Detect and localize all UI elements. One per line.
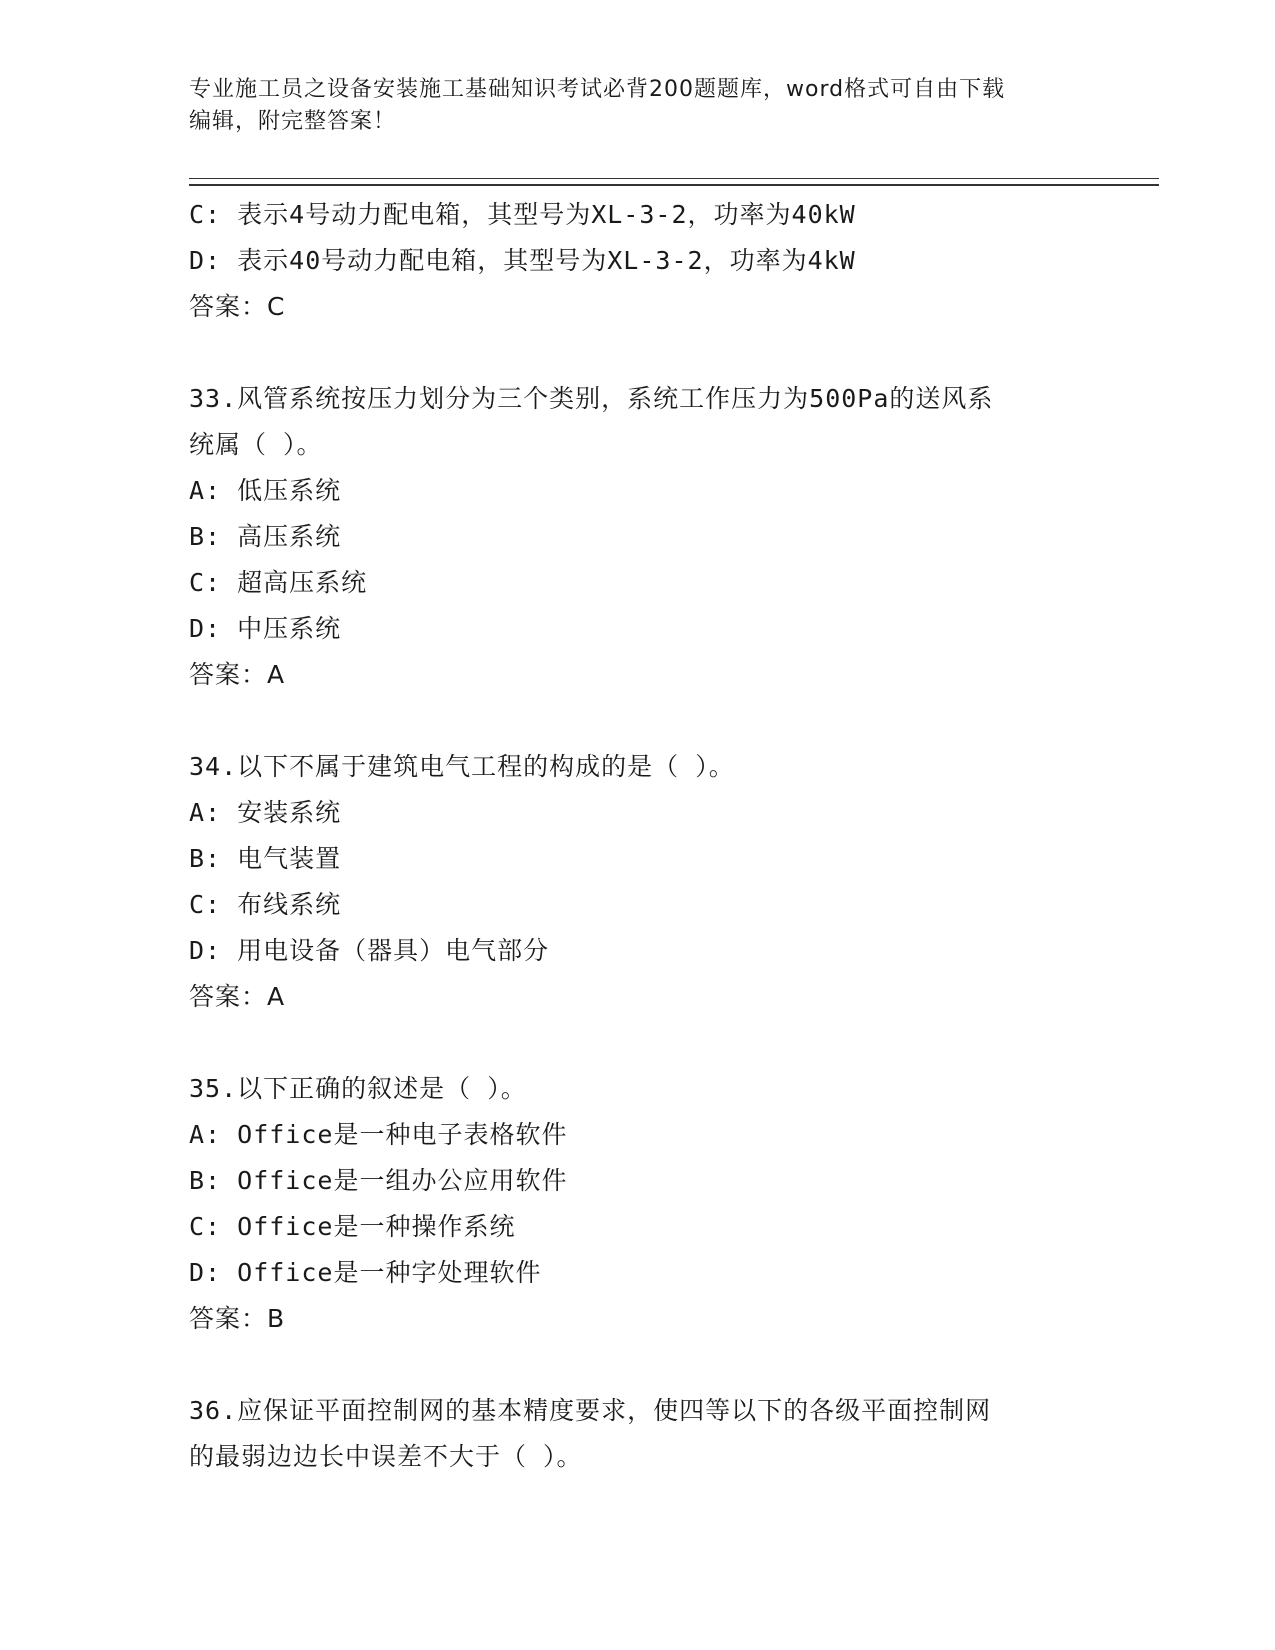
option-d: D: 表示40号动力配电箱，其型号为XL-3-2，功率为4kW bbox=[189, 246, 856, 275]
question-stem: 34.以下不属于建筑电气工程的构成的是（ ）。 bbox=[189, 752, 735, 781]
option-c: C: 布线系统 bbox=[189, 890, 342, 919]
header-line-1: 专业施工员之设备安装施工基础知识考试必背200题题库，word格式可自由下载 bbox=[189, 77, 1006, 102]
question-stem: 33.风管系统按压力划分为三个类别，系统工作压力为500Pa的送风系 bbox=[189, 384, 994, 413]
question-32-tail bbox=[189, 192, 1089, 330]
answer: 答案：A bbox=[189, 982, 286, 1011]
question-list bbox=[189, 192, 1089, 1480]
answer: 答案：C bbox=[189, 292, 286, 321]
question-33 bbox=[189, 376, 1089, 698]
header-line-2: 编辑，附完整答案！ bbox=[189, 109, 397, 134]
question-stem-continued: 的最弱边边长中误差不大于（ ）。 bbox=[189, 1442, 583, 1471]
option-a: A: 低压系统 bbox=[189, 476, 342, 505]
option-a: A: Office是一种电子表格软件 bbox=[189, 1120, 568, 1149]
option-c: C: 超高压系统 bbox=[189, 568, 368, 597]
option-b: B: 高压系统 bbox=[189, 522, 342, 551]
header-divider bbox=[189, 178, 1159, 186]
option-b: B: Office是一组办公应用软件 bbox=[189, 1166, 568, 1195]
option-a: A: 安装系统 bbox=[189, 798, 342, 827]
question-35 bbox=[189, 1066, 1089, 1342]
option-b: B: 电气装置 bbox=[189, 844, 342, 873]
answer: 答案：A bbox=[189, 660, 286, 689]
option-c: C: Office是一种操作系统 bbox=[189, 1212, 516, 1241]
question-36 bbox=[189, 1388, 1089, 1480]
question-stem: 36.应保证平面控制网的基本精度要求，使四等以下的各级平面控制网 bbox=[189, 1396, 992, 1425]
document-header bbox=[189, 74, 1069, 138]
option-c: C: 表示4号动力配电箱，其型号为XL-3-2，功率为40kW bbox=[189, 200, 856, 229]
question-stem-continued: 统属（ ）。 bbox=[189, 430, 323, 459]
question-34 bbox=[189, 744, 1089, 1020]
option-d: D: 中压系统 bbox=[189, 614, 342, 643]
question-stem: 35.以下正确的叙述是（ ）。 bbox=[189, 1074, 527, 1103]
option-d: D: Office是一种字处理软件 bbox=[189, 1258, 542, 1287]
option-d: D: 用电设备（器具）电气部分 bbox=[189, 936, 550, 965]
answer: 答案：B bbox=[189, 1304, 286, 1333]
